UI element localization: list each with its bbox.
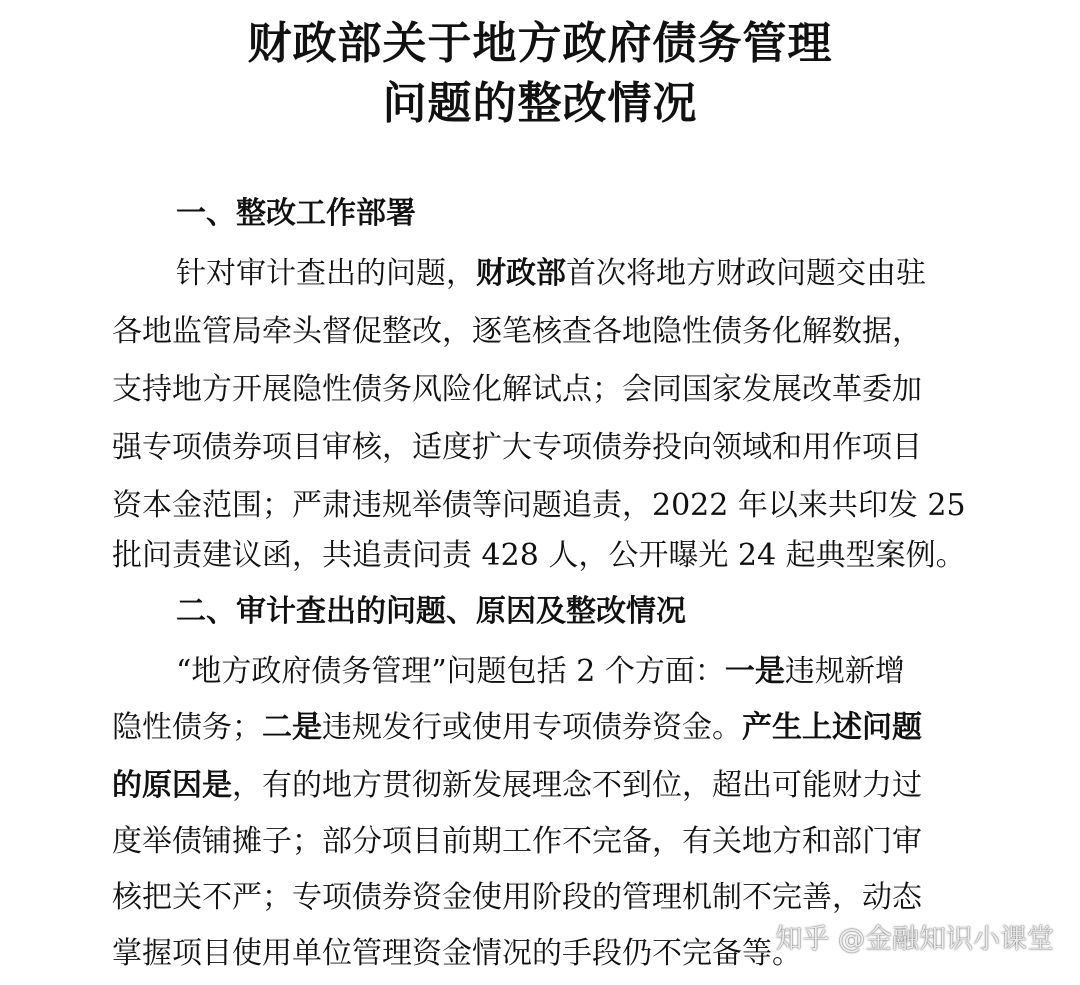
section-heading-deployment: 一、整改工作部署 bbox=[176, 196, 416, 231]
paragraph-line: 强专项债券项目审核，适度扩大专项债券投向领域和用作项目 bbox=[112, 430, 922, 465]
section-heading-issues: 二、审计查出的问题、原因及整改情况 bbox=[176, 594, 686, 629]
document-title-line-1: 财政部关于地方政府债务管理 bbox=[247, 18, 833, 69]
text-run: 违规发行或使用专项债券资金。 bbox=[322, 710, 742, 745]
paragraph-line: 核把关不严；专项债券资金使用阶段的管理机制不完善，动态 bbox=[112, 880, 922, 915]
text-run: 违规新增 bbox=[784, 654, 905, 689]
bold-text-run: 的原因是 bbox=[112, 768, 232, 803]
text-run: 首次将地方财政问题交由驻 bbox=[566, 256, 926, 291]
paragraph-line bbox=[112, 708, 970, 748]
paragraph-line bbox=[176, 254, 970, 294]
paragraph-line bbox=[112, 766, 970, 806]
paragraph-line bbox=[176, 652, 970, 692]
paragraph-line: 资本金范围；严肃违规举债等问题追责，2022 年以来共印发 25 bbox=[112, 488, 966, 523]
document-title-line-2: 问题的整改情况 bbox=[382, 78, 698, 129]
bold-text-run: 财政部 bbox=[476, 256, 566, 291]
zhihu-watermark: 知乎 @金融知识小课堂 bbox=[775, 924, 1054, 955]
paragraph-line: 支持地方开展隐性债务风险化解试点；会同国家发展改革委加 bbox=[112, 372, 922, 407]
paragraph-line: 批问责建议函，共追责问责 428 人，公开曝光 24 起典型案例。 bbox=[112, 538, 966, 573]
text-run: “地方政府债务管理”问题包括 2 个方面： bbox=[176, 654, 725, 689]
text-run: ，有的地方贯彻新发展理念不到位，超出可能财力过 bbox=[232, 768, 922, 803]
bold-text-run: 二是 bbox=[262, 710, 322, 745]
paragraph-line: 掌握项目使用单位管理资金情况的手段仍不完备等。 bbox=[112, 936, 802, 971]
paragraph-line: 度举债铺摊子；部分项目前期工作不完备，有关地方和部门审 bbox=[112, 824, 922, 859]
bold-text-run: 产生上述问题 bbox=[742, 710, 922, 745]
text-run: 针对审计查出的问题， bbox=[176, 256, 476, 291]
text-run: 隐性债务； bbox=[112, 710, 262, 745]
bold-text-run: 一是 bbox=[724, 654, 785, 689]
paragraph-line: 各地监管局牵头督促整改，逐笔核查各地隐性债务化解数据， bbox=[112, 314, 922, 349]
